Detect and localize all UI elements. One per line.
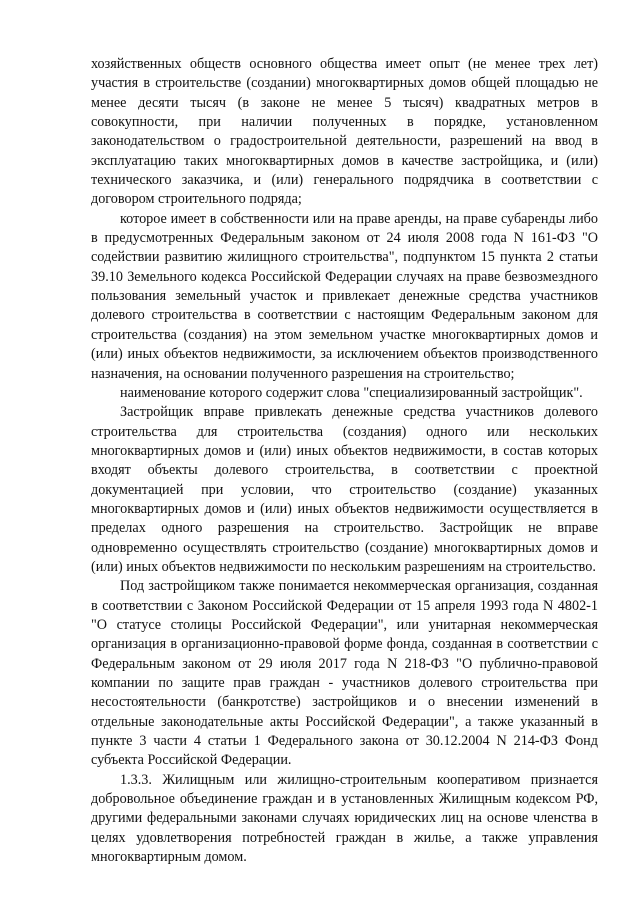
paragraph-4: Застройщик вправе привлекать денежные средства участников долевого строительства для строительства (создания) одного или нескольких многоквартирных домов и (или) иных объектов недвижимости, в состав которых входят объекты долевого строительства, в соответствии с проектной документацией при условии, что строительство (создание) указанных многоквартирных домов и (или) иных объектов недвижимости осуществляется в пределах одного разрешения на строительство. Застройщик не вправе одновременно осуществлять строительство (создание) многоквартирных домов и (или) иных объектов недвижимости по нескольким разрешениям на строительство. (91, 404, 598, 575)
paragraph-3: наименование которого содержит слова "специализированный застройщик". (120, 384, 583, 401)
paragraph-1: хозяйственных обществ основного общества имеет опыт (не менее трех лет) участия в строительстве (создании) многоквартирных домов общей площадью не менее десяти тысяч (в законе не менее 5 тысяч) квадратных метров в совокупности, при наличии полученных в порядке, установленном законодательством о градостроительной деятельности, разрешений на ввод в эксплуатацию таких многоквартирных домов в качестве застройщика, и (или) технического заказчика, и (или) генерального подрядчика в соответствии с договором строительного подряда; (91, 56, 598, 208)
paragraph-2: которое имеет в собственности или на праве аренды, на праве субаренды либо в предусмотренных Федеральным законом от 24 июля 2008 года N 161-ФЗ "О содействии развитию жилищного строительства", подпунктом 15 пункта 2 статьи 39.10 Земельного кодекса Российской Федерации случаях на праве безвозмездного пользования земельный участок и привлекает денежные средства участников долевого строительства в соответствии с настоящим Федеральным законом для строительства (создания) на этом земельном участке многоквартирных домов и (или) иных объектов недвижимости, за исключением объектов производственного назначения, на основании полученного разрешения на строительство; (91, 210, 598, 382)
paragraph-5: Под застройщиком также понимается некоммерческая организация, созданная в соответствии с Законом Российской Федерации от 15 апреля 1993 года N 4802-1 "О статусе столицы Российской Федерации", или унитарная некоммерческая организация в организационно-правовой форме фонда, созданная в соответствии с Федеральным законом от 29 июля 2017 года N 218-ФЗ "О публично-правовой компании по защите прав граждан - участников долевого строительства при несостоятельности (банкротстве) застройщиков и о внесении изменений в отдельные законодательные акты Российской Федерации", а также указанный в пункте 3 части 4 статьи 1 Федерального закона от 30.12.2004 N 214-ФЗ Фонд субъекта Российской Федерации. (91, 578, 598, 769)
paragraph-6: 1.3.3. Жилищным или жилищно-строительным кооперативом признается добровольное объединение граждан и в установленных Жилищным кодексом РФ, другими федеральными законами случаях юридических лиц на основе членства в целях удовлетворения потребностей граждан в жилье, а также управления многоквартирным домом. (91, 771, 598, 866)
document-page (91, 55, 598, 867)
